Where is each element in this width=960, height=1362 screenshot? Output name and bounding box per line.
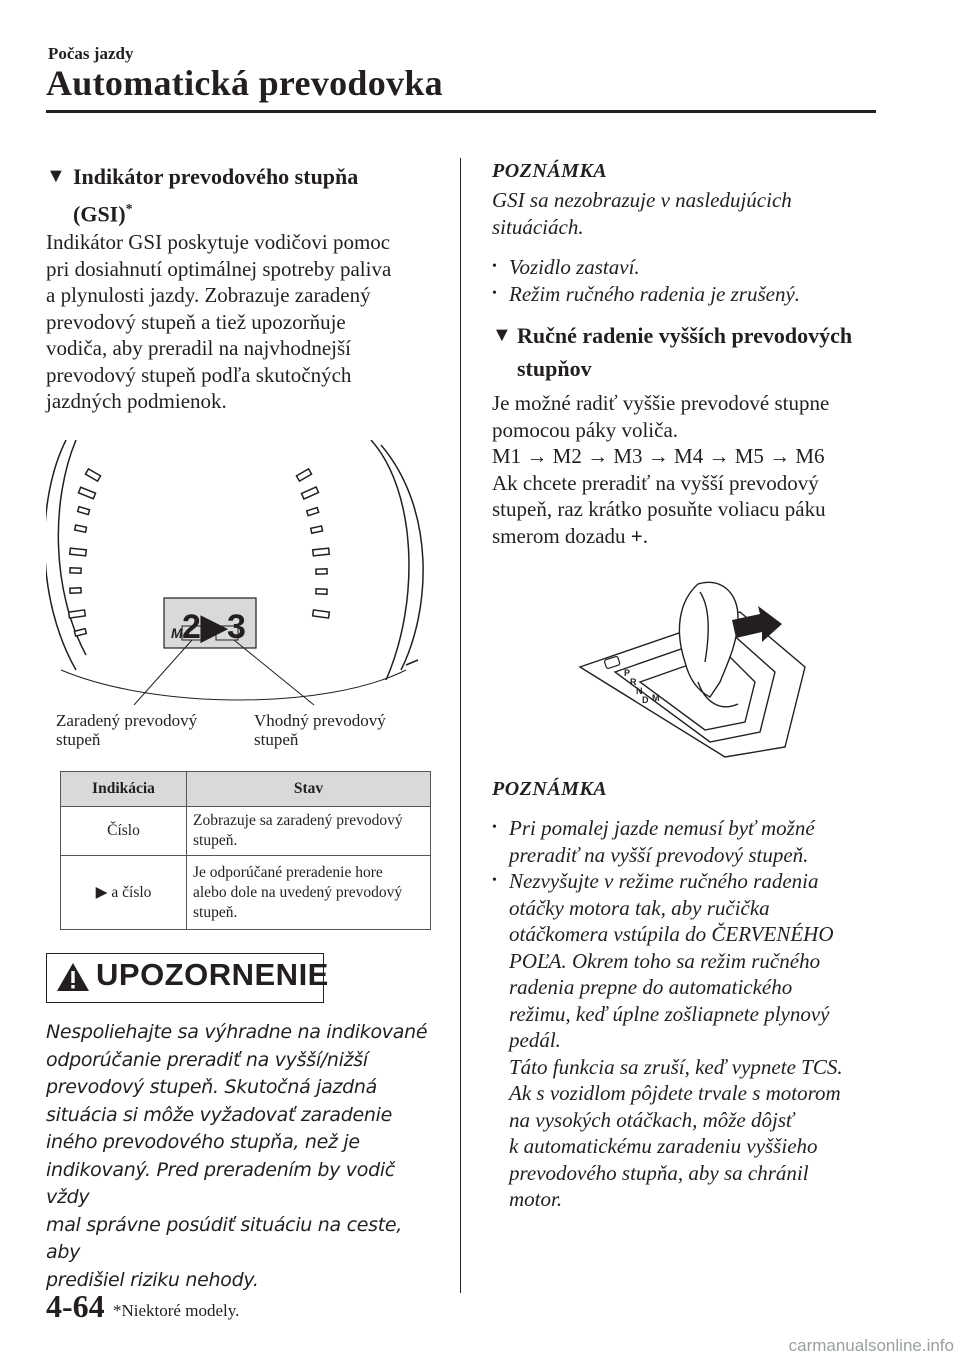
table-cell: ▶ a číslo — [61, 856, 187, 930]
label-engaged-gear: Zaradený prevodový stupeň — [56, 711, 198, 749]
list-item: • Režim ručného radenia je zrušený. — [492, 281, 882, 308]
gate-letter: M — [652, 693, 660, 703]
note-heading: POZNÁMKA — [492, 160, 608, 182]
upshift-paragraph: Je možné radiť vyššie prevodové stupne pomocou páky voliča. M1 → M2 → M3 → M4 → M5 → M6 Ak chcete preradiť na vyšší prevodový stupeň, raz krátko posuňte voliacu páku smerom dozadu +. — [492, 391, 830, 548]
gsi-heading-line2: (GSI)* — [73, 201, 133, 227]
page-title: Automatická prevodovka — [46, 63, 443, 103]
footnote: *Niektoré modely. — [113, 1301, 240, 1320]
gsi-table — [60, 771, 431, 930]
warning-triangle-icon — [56, 962, 90, 992]
gsi-heading-line1: Indikátor prevodového stupňa — [73, 164, 359, 189]
list-item: • Pri pomalej jazde nemusí byť možné preradiť na vyšší prevodový stupeň. — [492, 815, 887, 868]
gate-letter: P — [624, 668, 631, 678]
list-item: • Vozidlo zastaví. — [492, 254, 882, 281]
table-header-row — [61, 772, 431, 807]
triangle-down-icon: ▼ — [46, 165, 66, 187]
page-number: 4-64 — [46, 1288, 105, 1324]
note-bullets — [492, 815, 887, 1213]
column-header: Indikácia — [61, 772, 187, 807]
warning-label: UPOZORNENIE — [96, 957, 329, 992]
gear-shifter-illustration — [560, 572, 810, 762]
gsi-paragraph: Indikátor GSI poskytuje vodičovi pomoc pri dosiahnutí optimálnej spotreby paliva a plynulosti jazdy. Zobrazuje zaradený prevodový stupeň a tiež upozorňuje vodiča, aby preradil na najvhodnejší prevodový stupeň podľa skutočných jazdných podmienok. — [46, 230, 392, 413]
table-row — [61, 807, 431, 856]
display-digits-text: 2▶3 — [182, 608, 246, 646]
table-row — [61, 856, 431, 930]
gsi-heading — [46, 160, 473, 230]
warning-text: Nespoliehajte sa výhradne na indikované odporúčanie preradiť na vyšší/nižší prevodový stupeň. Skutočná jazdná situácia si môže vyžadovať zaradenie iného prevodového stupňa, než je indikovaný. Pred preradením by vodič vždy mal správne posúdiť situáciu na ceste, aby predišiel riziku nehody. — [46, 1021, 428, 1291]
list-item: • Nezvyšujte v režime ručného radenia otáčky motora tak, aby ručička otáčkomera vstúpila do ČERVENÉHO POĽA. Okrem toho sa režim ručného radenia prepne do automatického režimu, keď úplne zošliapnete plynový pedál. Táto funkcia sa zruší, keď vypnete TCS. Ak s vozidlom pôjdete trvale s motorom na vysokých otáčkach, môže dôjsť k automatickému zaradeniu vyššieho prevodového stupňa, aby sa chránil motor. — [492, 868, 887, 1213]
breadcrumb: Počas jazdy — [48, 44, 134, 63]
asterisk: * — [125, 202, 133, 217]
triangle-down-icon: ▼ — [492, 324, 512, 346]
table-cell: Zobrazuje sa zaradený prevodový stupeň. — [187, 807, 431, 856]
gauge-cluster-illustration — [46, 440, 436, 705]
watermark: carmanualsonline.info — [788, 1336, 954, 1355]
triangle-right-icon: ▶ — [95, 883, 108, 901]
plus-icon: + — [630, 523, 643, 548]
gate-letter: R — [630, 677, 637, 687]
note-heading: POZNÁMKA — [492, 778, 608, 800]
title-rule — [46, 110, 876, 113]
column-divider — [460, 158, 461, 1293]
gate-letter: N — [636, 686, 643, 696]
label-suitable-gear: Vhodný prevodový stupeň — [254, 711, 386, 749]
upshift-heading: ▼ Ručné radenie vyšších prevodových stupňov — [492, 319, 907, 385]
note-text: GSI sa nezobrazuje v nasledujúcich situáciách. — [492, 188, 792, 239]
display-mode-text: M — [171, 625, 183, 641]
gate-letter: D — [642, 695, 649, 705]
column-header: Stav — [187, 772, 431, 807]
note-bullets — [492, 254, 882, 307]
table-cell: Je odporúčané preradenie hore alebo dole na uvedený prevodový stupeň. — [187, 856, 431, 930]
table-cell: Číslo — [61, 807, 187, 856]
